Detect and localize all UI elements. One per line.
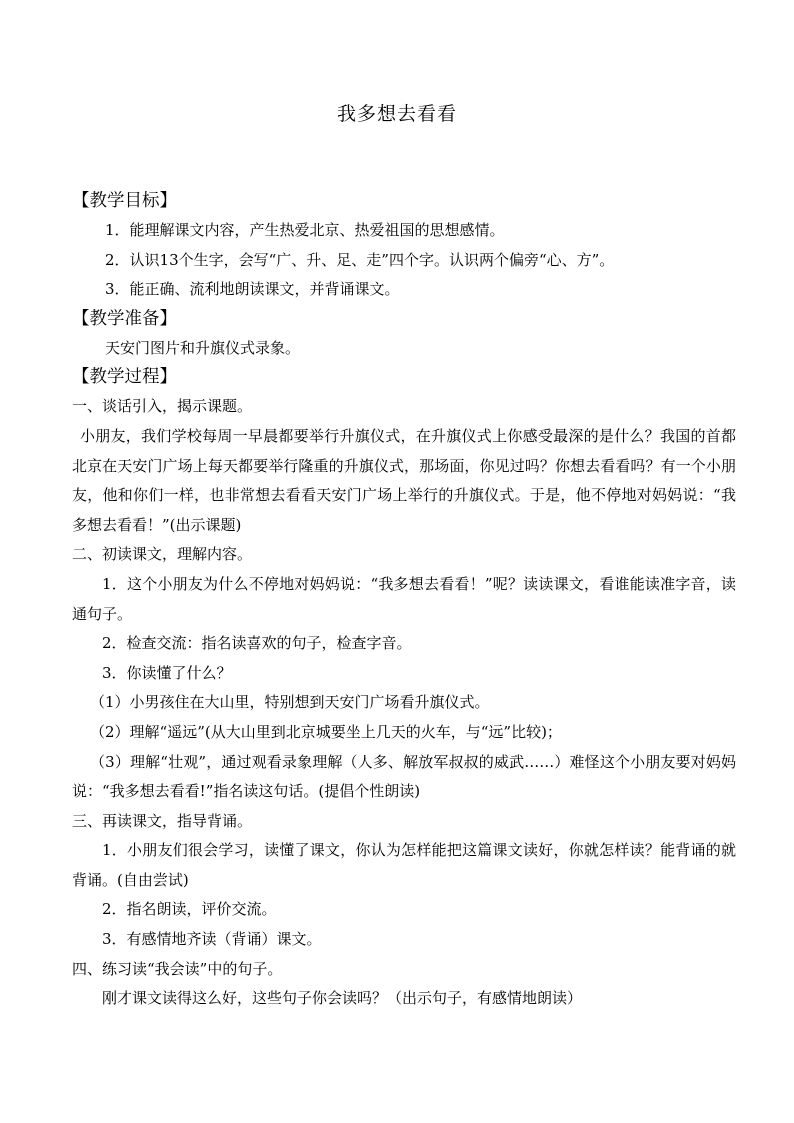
goal-item-2: 2．认识13个生字，会写“广、升、足、走”四个字。认识两个偏旁“心、方”。 <box>105 250 615 269</box>
process-heading: 【教学过程】 <box>72 367 177 388</box>
document-title: 我多想去看看 <box>336 103 457 125</box>
step3-item-2: 2．指名朗读，评价交流。 <box>102 900 277 919</box>
prep-heading: 【教学准备】 <box>72 308 177 329</box>
step4-title: 四、练习读“我会读”中的句子。 <box>72 959 283 978</box>
goal-item-3: 3．能正确、流利地朗读课文，并背诵课文。 <box>105 280 400 299</box>
step3-item-1: 1．小朋友们很会学习，读懂了课文，你认为怎样能把这篇课文读好，你就怎样读？能背诵的就背诵。(自由尝试) <box>72 841 736 889</box>
step3-item-3: 3．有感情地齐读（背诵）课文。 <box>102 930 322 949</box>
prep-text: 天安门图片和升旗仪式录象。 <box>105 338 301 357</box>
goals-heading: 【教学目标】 <box>72 191 177 211</box>
step2-sub-3: （3）理解“壮观”，通过观看录象理解（人多、解放军叔叔的威武……）难怪这个小朋友要对妈妈说：“我多想去看看!”指名读这句话。(提倡个性朗读) <box>72 752 736 801</box>
step2-title: 二、初读课文，理解内容。 <box>72 545 253 564</box>
step2-sub-1: （1）小男孩住在大山里，特别想到天安门广场看升旗仪式。 <box>90 693 490 712</box>
document-body <box>72 187 736 1014</box>
step1-text: 小朋友，我们学校每周一早晨都要举行升旗仪式，在升旗仪式上你感受最深的是什么？我国的首都北京在天安门广场上每天都要举行隆重的升旗仪式，那场面，你见过吗？你想去看看吗？有一个小朋友，他和你们一样，也非常想去看看天安门广场上举行的升旗仪式。于是，他不停地对妈妈说：“我多想去看看！”(出示课题) <box>72 426 736 534</box>
step3-title: 三、再读课文，指导背诵。 <box>72 811 253 830</box>
step1-title: 一、谈话引入，揭示课题。 <box>72 397 253 416</box>
goal-item-1: 1．能理解课文内容，产生热爱北京、热爱祖国的思想感情。 <box>105 221 505 239</box>
step4-text: 刚才课文读得这么好，这些句子你会读吗？（出示句子，有感情地朗读） <box>102 989 583 1008</box>
step2-item-3: 3．你读懂了什么？ <box>102 663 232 682</box>
step2-sub-2: （2）理解“遥远”(从大山里到北京城要坐上几天的火车，与“远”比较)； <box>90 722 562 741</box>
step2-item-2: 2．检查交流：指名读喜欢的句子，检查字音。 <box>102 634 412 653</box>
step2-item-1: 1．这个小朋友为什么不停地对妈妈说：“我多想去看看！”呢？读读课文，看谁能读准字音，读通句子。 <box>72 574 736 623</box>
